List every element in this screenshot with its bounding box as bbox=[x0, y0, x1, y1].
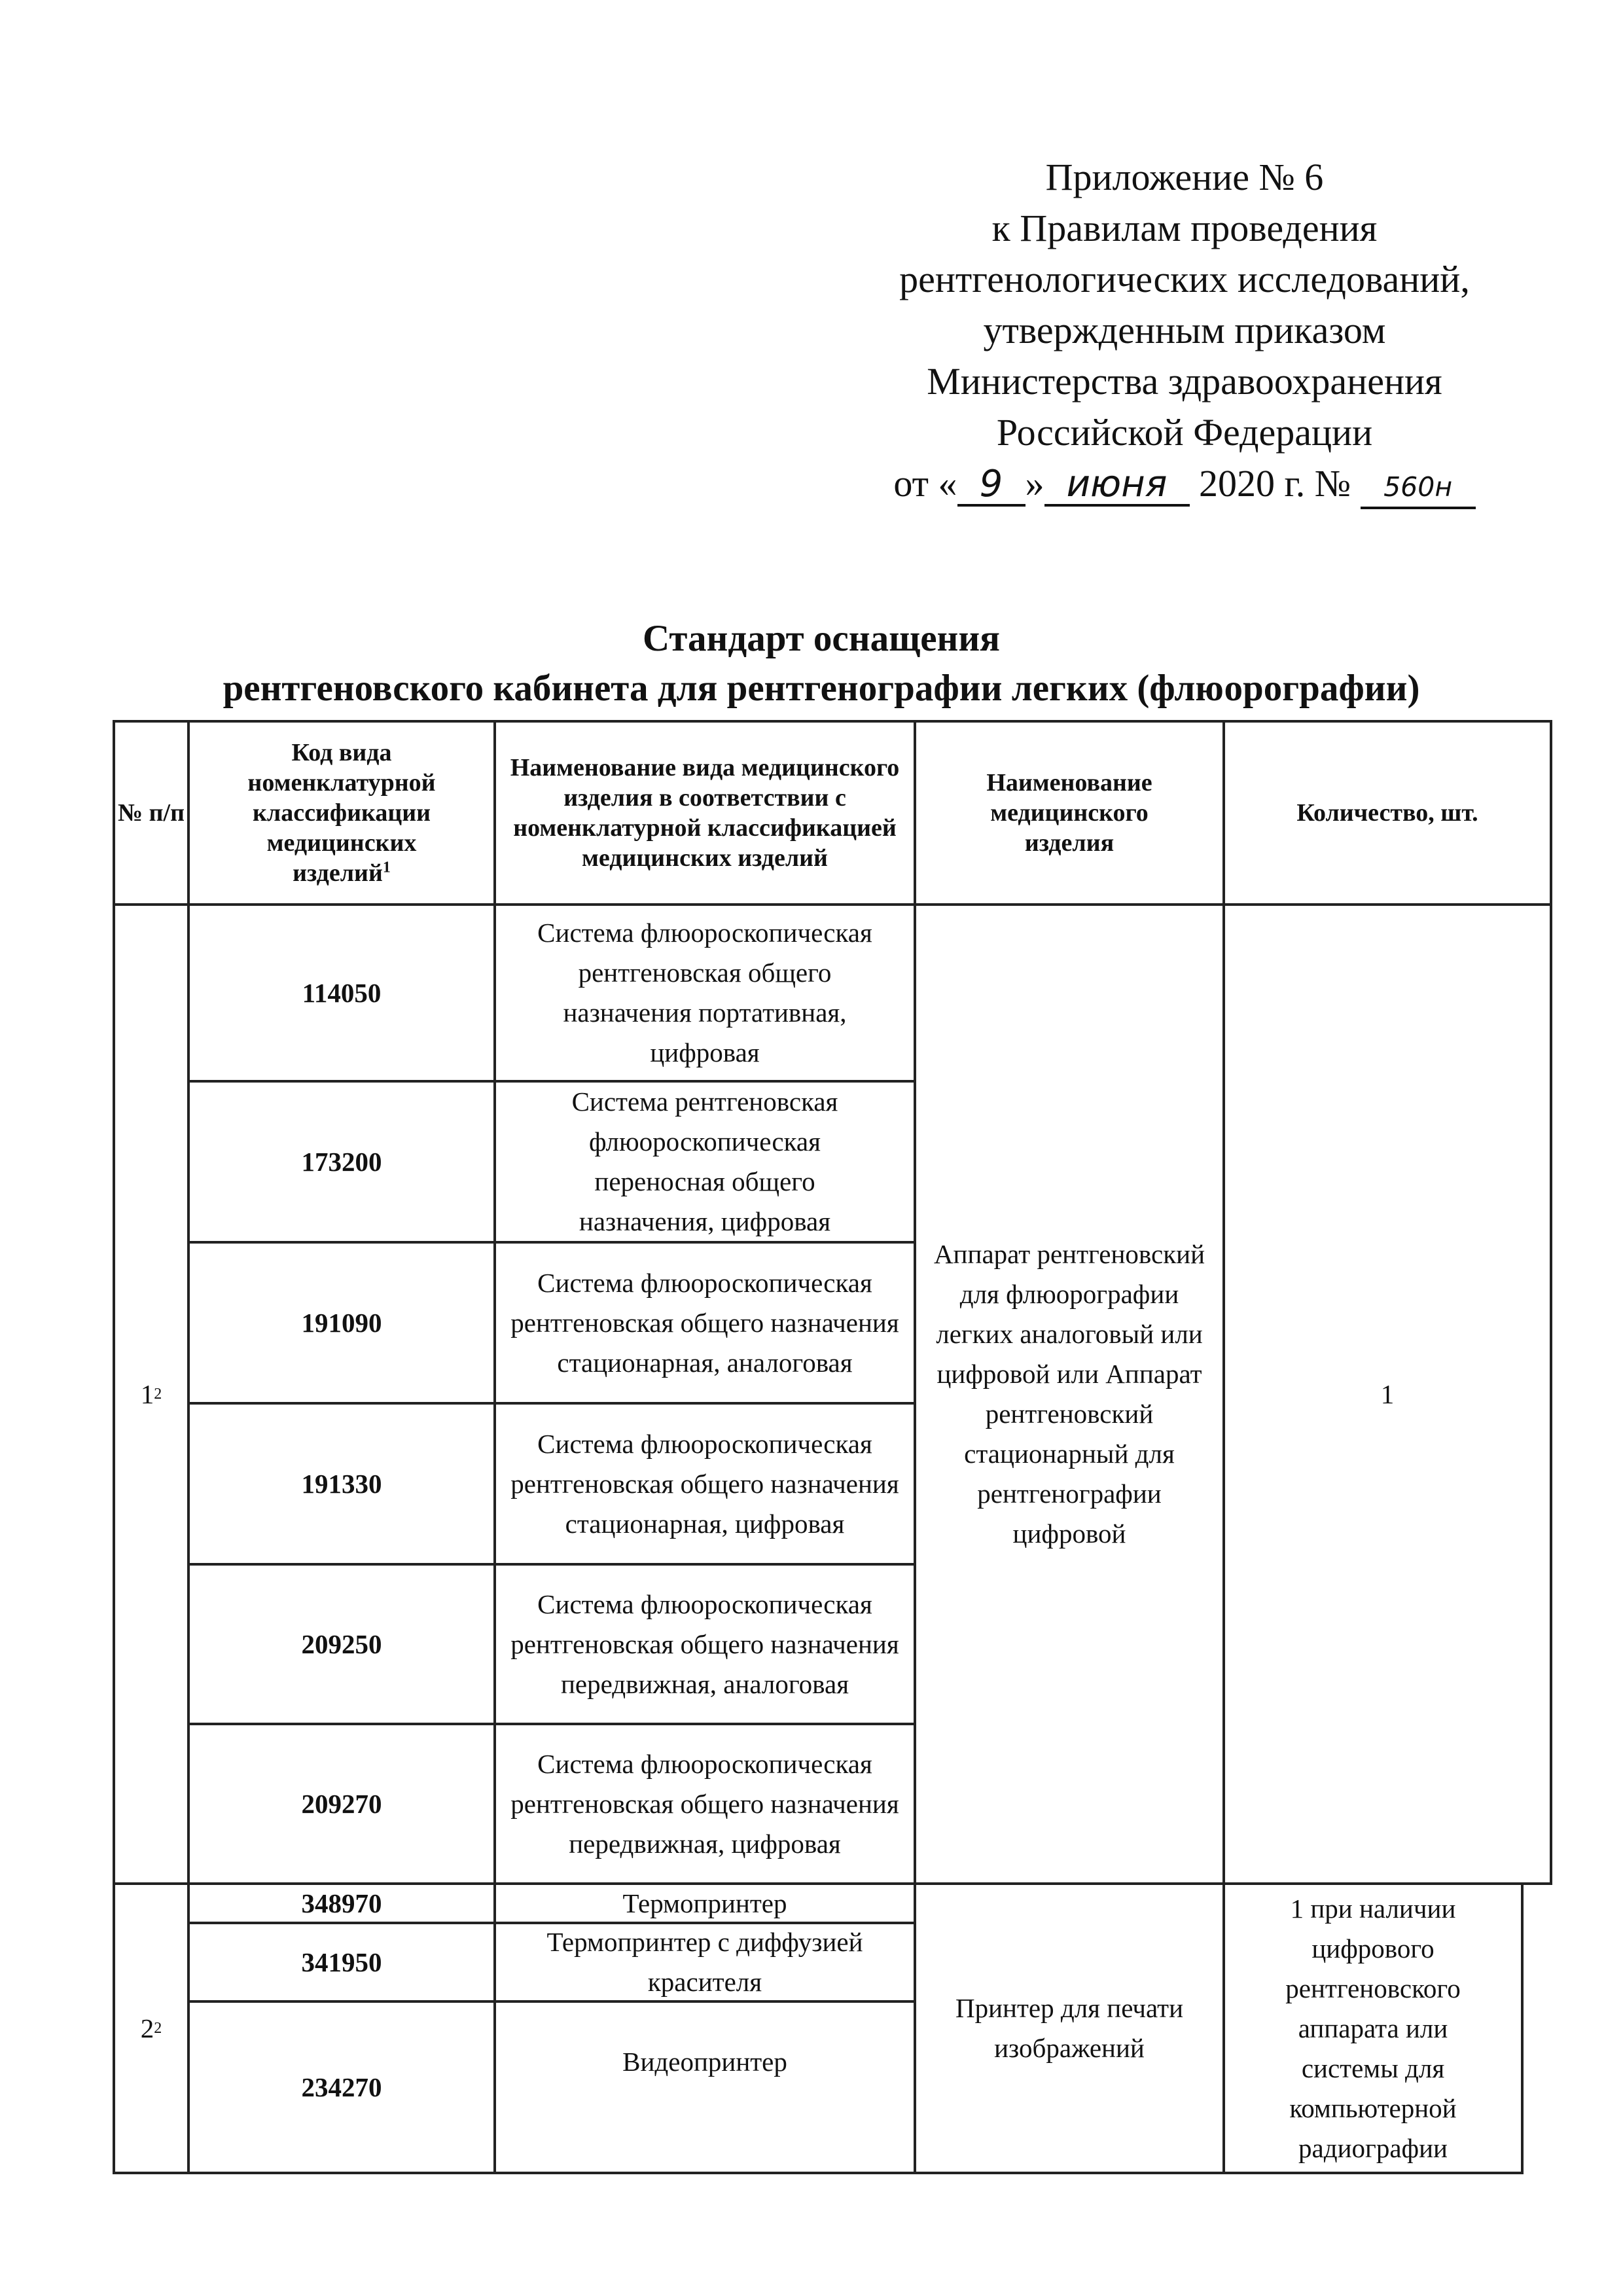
header-kind bbox=[496, 723, 914, 903]
kind-text: Система флюороскопическая рентгеновская общего назначения стационарная, цифровая bbox=[510, 1428, 899, 1539]
row-number: 2 2 bbox=[140, 2013, 162, 2043]
footnote-mark: 1 bbox=[382, 859, 391, 876]
code-cell: 234270 bbox=[301, 2072, 382, 2102]
title-line-2: рентгеновского кабинета для рентгенографии легких (флюорографии) bbox=[223, 668, 1420, 709]
appendix-line: рентгенологических исследований, bbox=[899, 258, 1470, 300]
appendix-line: Приложение № 6 bbox=[1045, 156, 1324, 198]
code-cell: 209250 bbox=[301, 1629, 382, 1659]
row-number-text: 1 bbox=[140, 1379, 154, 1409]
header-name-text: Наименование медицинского изделия bbox=[986, 769, 1152, 857]
handwritten-day: 9 bbox=[957, 465, 1026, 507]
header-code bbox=[190, 723, 493, 903]
handwritten-order-number: 560н bbox=[1361, 467, 1476, 509]
code-cell: 209270 bbox=[301, 1789, 382, 1819]
device-name-cell bbox=[916, 1885, 1222, 2172]
kind-cell bbox=[496, 1405, 914, 1563]
kind-cell bbox=[496, 1924, 914, 2000]
code-cell: 341950 bbox=[301, 1947, 382, 1977]
date-prefix: от « bbox=[893, 462, 957, 505]
appendix-line: Российской Федерации bbox=[996, 411, 1373, 454]
appendix-line: к Правилам проведения bbox=[991, 207, 1378, 249]
quantity-cell: 1 bbox=[1380, 1379, 1395, 1409]
appendix-line: Министерства здравоохранения bbox=[927, 360, 1442, 403]
device-name-text: Аппарат рентгеновский для флюорографии легких аналоговый или цифровой или Аппарат рентгеновский стационарный для рентгенографии цифровой bbox=[933, 1239, 1205, 1549]
kind-text: Система флюороскопическая рентгеновская общего назначения передвижная, цифровая bbox=[510, 1748, 899, 1859]
kind-text: Система рентгеновская флюороскопическая переносная общего назначения, цифровая bbox=[571, 1086, 838, 1236]
header-quantity: Количество, шт. bbox=[1296, 799, 1478, 827]
kind-cell bbox=[496, 1244, 914, 1402]
header-number: № п/п bbox=[117, 799, 185, 827]
kind-cell bbox=[496, 1725, 914, 1882]
header-code-text: Код вида номенклатурной классификации медицинских изделий bbox=[247, 739, 436, 887]
kind-text: Система флюороскопическая рентгеновская общего назначения передвижная, аналоговая bbox=[510, 1588, 899, 1699]
appendix-line: утвержденным приказом bbox=[983, 309, 1386, 351]
date-year: 2020 г. № bbox=[1199, 462, 1351, 505]
code-cell: 191330 bbox=[301, 1469, 382, 1499]
row-number: 1 2 bbox=[140, 1379, 162, 1409]
device-name-text: Принтер для печати изображений bbox=[955, 1993, 1184, 2063]
handwritten-month: июня bbox=[1044, 465, 1190, 507]
equipment-table bbox=[113, 720, 1552, 2174]
device-name-cell bbox=[916, 906, 1222, 1882]
kind-text: Система флюороскопическая рентгеновская общего назначения стационарная, аналоговая bbox=[510, 1267, 899, 1378]
kind-cell bbox=[496, 906, 914, 1080]
code-cell: 348970 bbox=[301, 1888, 382, 1918]
order-date-line bbox=[844, 458, 1525, 509]
code-cell: 114050 bbox=[302, 978, 382, 1008]
quantity-cell bbox=[1225, 1885, 1521, 2172]
title-line-1: Стандарт оснащения bbox=[642, 618, 1001, 659]
kind-text: Термопринтер с диффузией красителя bbox=[546, 1927, 863, 1997]
quantity-text: 1 при наличии цифрового рентгеновского аппарата или системы для компьютерной радиографии bbox=[1285, 1893, 1461, 2163]
header-kind-text: Наименование вида медицинского изделия в соответствии с номенклатурной классификацией медицинских изделий bbox=[510, 754, 900, 872]
header-name bbox=[916, 723, 1222, 903]
appendix-note bbox=[844, 152, 1525, 509]
kind-cell: Термопринтер bbox=[622, 1888, 787, 1918]
kind-cell: Видеопринтер bbox=[622, 2046, 787, 2077]
code-cell: 191090 bbox=[301, 1308, 382, 1338]
date-mid: » bbox=[1025, 462, 1044, 505]
kind-cell bbox=[496, 1083, 914, 1241]
row-number-text: 2 bbox=[140, 2013, 154, 2043]
document-title bbox=[111, 614, 1531, 713]
kind-cell bbox=[496, 1566, 914, 1723]
code-cell: 173200 bbox=[301, 1147, 382, 1177]
kind-text: Система флюороскопическая рентгеновская общего назначения портативная, цифровая bbox=[537, 918, 872, 1067]
